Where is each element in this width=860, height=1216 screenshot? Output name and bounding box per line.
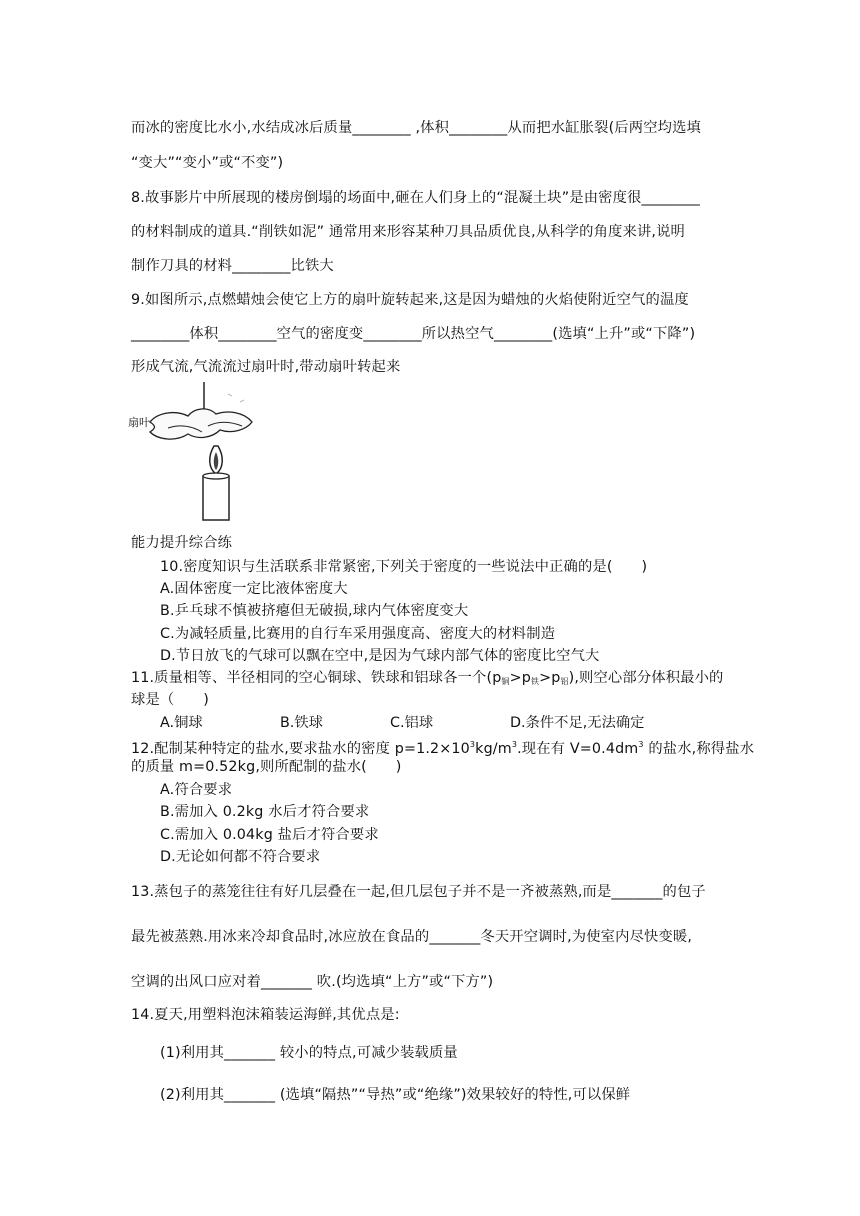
q11-option-d: D.条件不足,无法确定 (510, 715, 645, 731)
q12-stem (131, 735, 754, 759)
q12-text-pre: 12.配制某种特定的盐水,要求盐水的密度 p=1.2×10 (131, 741, 470, 757)
q14-stem: 14.夏天,用塑料泡沫箱装运海鲜,其优点是: (131, 1007, 400, 1023)
q8-line-3: 制作刀具的材料________比铁大 (131, 258, 334, 274)
q11-stem-2: 球是（ ) (131, 692, 209, 708)
candle-fan-figure (128, 382, 260, 522)
q12-sup-2: 3 (511, 740, 518, 749)
q10-option-d: D.节日放飞的气球可以飘在空中,是因为气球内部气体的密度比空气大 (160, 648, 600, 664)
q14-part-1: (1)利用其_______ 较小的特点,可减少装载质量 (160, 1045, 458, 1061)
fan-label: 扇叶 (128, 416, 150, 429)
q11-text-pre: 11.质量相等、半径相同的空心铜球、铁球和铝球各一个(p (131, 670, 502, 686)
q9-line-1: 9.如图所示,点燃蜡烛会使它上方的扇叶旋转起来,这是因为蜡烛的火焰使附近空气的温度 (131, 292, 689, 308)
q11-gt-1: >p (509, 670, 531, 686)
q10-option-b: B.乒乓球不慎被挤瘪但无破损,球内气体密度变大 (160, 603, 469, 619)
q10-option-a: A.固体密度一定比液体密度大 (160, 581, 348, 597)
q12-option-c: C.需加入 0.04kg 盐后才符合要求 (160, 827, 379, 843)
q7-line-1: 而冰的密度比水小,水结成冰后质量________ ,体积________从而把水缸胀裂(后两空均选填 (131, 120, 701, 136)
q12-text-mid2: .现在有 V=0.4dm (517, 741, 639, 757)
q12-text-post: 的盐水,称得盐水 (643, 741, 755, 757)
q12-option-d: D.无论如何都不符合要求 (160, 849, 321, 865)
q11-stem (131, 668, 724, 692)
q11-sub-aluminum: 铝 (560, 677, 569, 686)
q13-line-3: 空调的出风口应对着_______ 吹.(均选填“上方”或“下方”) (131, 974, 494, 990)
q11-gt-2: >p (539, 670, 561, 686)
q12-sup-3: 3 (638, 740, 644, 749)
q11-sub-copper: 铜 (501, 677, 510, 686)
q12-stem-2: 的质量 m=0.52kg,则所配制的盐水( ) (131, 759, 402, 775)
q12-option-a: A.符合要求 (160, 782, 233, 798)
q9-line-3: 形成气流,气流流过扇叶时,带动扇叶转起来 (131, 359, 401, 375)
q11-text-post: ),则空心部分体积最小的 (568, 670, 724, 686)
q12-option-b: B.需加入 0.2kg 水后才符合要求 (160, 804, 370, 820)
q12-text-mid: kg/m (475, 741, 512, 757)
candle-fan-diagram (128, 382, 260, 522)
q7-line-2: “变大”“变小”或“不变”) (131, 155, 284, 171)
section-title: 能力提升综合练 (131, 535, 233, 551)
q11-sub-iron: 铁 (530, 677, 540, 686)
q11-option-b: B.铁球 (280, 715, 323, 731)
q10-option-c: C.为减轻质量,比赛用的自行车采用强度高、密度大的材料制造 (160, 626, 556, 642)
q11-option-a: A.铜球 (160, 715, 203, 731)
q13-line-1: 13.蒸包子的蒸笼往往有好几层叠在一起,但几层包子并不是一齐被蒸熟,而是_______的包子 (131, 884, 706, 900)
q8-line-2: 的材料制成的道具.“削铁如泥” 通常用来形容某种刀具品质优良,从科学的角度来讲,说明 (131, 224, 685, 240)
q14-part-2: (2)利用其_______ (选填“隔热”“导热”或“绝缘”)效果较好的特性,可以保鲜 (160, 1087, 631, 1103)
q12-sup-1: 3 (469, 740, 476, 749)
q13-line-2: 最先被蒸熟.用冰来冷却食品时,冰应放在食品的_______冬天开空调时,为使室内尽快变暖, (131, 929, 693, 945)
q9-line-2: ________体积________空气的密度变________所以热空气________(选填“上升”或“下降”) (131, 326, 696, 342)
q11-option-c: C.铝球 (390, 715, 434, 731)
q8-line-1: 8.故事影片中所展现的楼房倒塌的场面中,砸在人们身上的“混凝土块”是由密度很________ (131, 190, 700, 206)
q10-stem: 10.密度知识与生活联系非常紧密,下列关于密度的一些说法中正确的是( ) (160, 559, 648, 575)
